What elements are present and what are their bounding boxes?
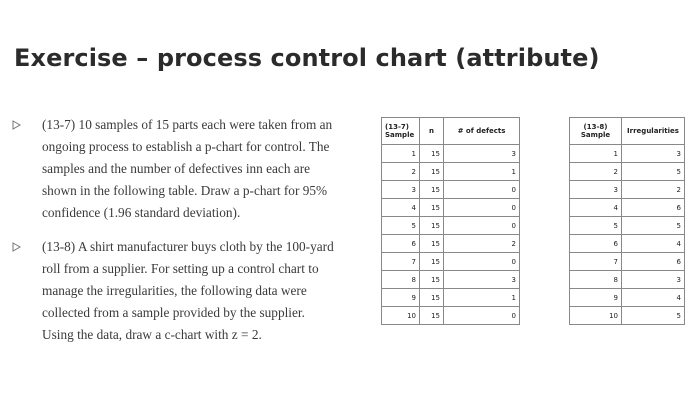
cell-defects: 2	[444, 235, 520, 253]
cell-sample: 7	[382, 253, 420, 271]
cell-sample: 10	[570, 307, 622, 325]
bullet-13-8	[12, 236, 362, 346]
cell-defects: 0	[444, 253, 520, 271]
triangle-bullet-icon	[12, 242, 21, 252]
cell-sample: 10	[382, 307, 420, 325]
column-header-defects: # of defects	[444, 118, 520, 145]
table-row	[570, 199, 685, 217]
cell-sample: 4	[382, 199, 420, 217]
table-row	[382, 217, 520, 235]
table-row	[382, 253, 520, 271]
table-row	[570, 271, 685, 289]
column-header-sample: (13-7) Sample	[382, 118, 420, 145]
cell-sample: 8	[382, 271, 420, 289]
cell-sample: 3	[382, 181, 420, 199]
cell-sample: 9	[382, 289, 420, 307]
cell-sample: 6	[570, 235, 622, 253]
slide-title: Exercise – process control chart (attribute)	[14, 44, 600, 72]
cell-n: 15	[420, 235, 444, 253]
table-row	[382, 235, 520, 253]
cell-irregularities: 5	[622, 163, 685, 181]
triangle-bullet-icon	[12, 120, 21, 130]
cell-defects: 0	[444, 307, 520, 325]
cell-n: 15	[420, 217, 444, 235]
table-row	[570, 181, 685, 199]
bullet-text: (13-7) 10 samples of 15 parts each were taken from an ongoing process to establish a p-chart for control. The samples and the number of defectives inn each are shown in the following table. Draw a p-chart for 95% confidence (1.96 standard deviation).	[42, 117, 333, 220]
table-row	[382, 199, 520, 217]
cell-irregularities: 3	[622, 271, 685, 289]
cell-defects: 0	[444, 181, 520, 199]
cell-sample: 9	[570, 289, 622, 307]
cell-sample: 5	[570, 217, 622, 235]
table-row	[382, 181, 520, 199]
cell-irregularities: 4	[622, 235, 685, 253]
cell-sample: 4	[570, 199, 622, 217]
column-header-sample: (13-8) Sample	[570, 118, 622, 145]
cell-irregularities: 3	[622, 145, 685, 163]
cell-n: 15	[420, 307, 444, 325]
column-header-n: n	[420, 118, 444, 145]
cell-sample: 8	[570, 271, 622, 289]
cell-sample: 2	[570, 163, 622, 181]
cell-irregularities: 5	[622, 217, 685, 235]
table-header-row	[382, 118, 520, 145]
cell-sample: 7	[570, 253, 622, 271]
cell-sample: 3	[570, 181, 622, 199]
table-13-7	[381, 117, 520, 325]
table-row	[570, 217, 685, 235]
table-row	[382, 289, 520, 307]
cell-n: 15	[420, 253, 444, 271]
table-row	[570, 145, 685, 163]
cell-defects: 0	[444, 217, 520, 235]
cell-defects: 3	[444, 145, 520, 163]
cell-n: 15	[420, 289, 444, 307]
table-row	[570, 163, 685, 181]
table-13-8	[569, 117, 685, 325]
cell-irregularities: 6	[622, 199, 685, 217]
table-row	[570, 235, 685, 253]
cell-defects: 3	[444, 271, 520, 289]
cell-irregularities: 5	[622, 307, 685, 325]
cell-sample: 1	[570, 145, 622, 163]
table-row	[570, 307, 685, 325]
cell-irregularities: 6	[622, 253, 685, 271]
cell-n: 15	[420, 163, 444, 181]
table-row	[382, 307, 520, 325]
cell-sample: 6	[382, 235, 420, 253]
table-row	[570, 289, 685, 307]
table-header-row	[570, 118, 685, 145]
cell-defects: 1	[444, 289, 520, 307]
cell-defects: 1	[444, 163, 520, 181]
bullet-text: (13-8) A shirt manufacturer buys cloth by the 100-yard roll from a supplier. For setting up a control chart to manage the irregularities, the following data were collected from a sample provided by the supplier. Using the data, draw a c-chart with z = 2.	[42, 239, 334, 342]
cell-sample: 5	[382, 217, 420, 235]
table-row	[570, 253, 685, 271]
table-row	[382, 271, 520, 289]
cell-n: 15	[420, 271, 444, 289]
cell-n: 15	[420, 199, 444, 217]
table-row	[382, 145, 520, 163]
cell-defects: 0	[444, 199, 520, 217]
cell-irregularities: 4	[622, 289, 685, 307]
column-header-irregularities: Irregularities	[622, 118, 685, 145]
bullet-13-7	[12, 114, 362, 224]
exercise-bullets	[12, 114, 362, 358]
cell-sample: 1	[382, 145, 420, 163]
cell-sample: 2	[382, 163, 420, 181]
cell-n: 15	[420, 145, 444, 163]
table-row	[382, 163, 520, 181]
cell-irregularities: 2	[622, 181, 685, 199]
cell-n: 15	[420, 181, 444, 199]
